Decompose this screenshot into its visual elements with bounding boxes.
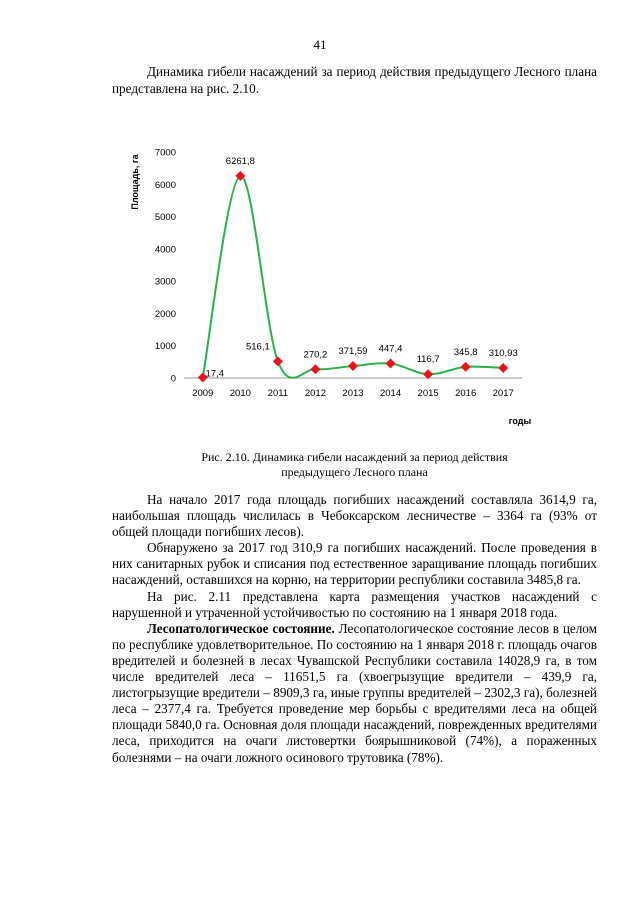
y-tick-label: 5000 <box>154 212 176 224</box>
body-text <box>112 492 597 766</box>
paragraph-4-text: Лесопатологическое состояние лесов в целом по республике удовлетворительное. По состоянию на 1 января 2018 г. площадь очагов вредителей и болезней в лесах Чувашской Республики составила 14028,9 га, в том числе вредителей леса – 11651,5 га (хвоегрызущие вредители – 439,9 га, листогрызущие вредители – 8909,3 га, иные группы вредителей – 2302,3 га), болезней леса – 2377,4 га. Требуется проведение мер борьбы с вредителями леса на общей площади 5840,0 га. Основная доля площади насаждений, поврежденных вредителями леса, приходится на очаги листовертки боярышниковой (74%), а пораженных болезнями – на очаги ложного осинового трутовика (78%). <box>112 620 597 765</box>
data-label: 345,8 <box>453 346 478 358</box>
x-tick-label: 2015 <box>417 388 439 399</box>
x-tick-label: 2012 <box>304 388 327 399</box>
y-tick-label: 0 <box>170 373 176 385</box>
y-tick-label: 1000 <box>154 341 176 353</box>
data-label: 516,1 <box>245 341 270 353</box>
x-tick-label: 2016 <box>455 388 477 399</box>
figure-caption <box>112 450 597 480</box>
y-tick-label: 2000 <box>154 308 176 320</box>
data-label: 17,4 <box>205 368 225 380</box>
paragraph-4 <box>112 621 597 766</box>
section-heading: Лесопатологическое состояние. <box>147 620 335 636</box>
x-tick-label: 2017 <box>492 388 514 399</box>
paragraph-3: На рис. 2.11 представлена карта размещения участков насаждений с нарушенной и утраченной устойчивостью по состоянию на 1 января 2018 года. <box>112 588 597 620</box>
data-point <box>386 359 396 369</box>
data-point <box>310 364 320 374</box>
x-axis-title: годы <box>508 416 532 426</box>
data-label: 6261,8 <box>225 155 255 167</box>
x-tick-label: 2013 <box>342 388 364 399</box>
data-label: 116,7 <box>416 354 440 366</box>
y-tick-label: 6000 <box>154 179 176 191</box>
data-point <box>348 361 358 371</box>
mortality-chart <box>120 140 540 440</box>
y-tick-label: 4000 <box>154 244 176 256</box>
intro-paragraph: Динамика гибели насаждений за период действия предыдущего Лесного плана представлена на рис. 2.10. <box>112 64 597 96</box>
page-number: 41 <box>313 37 327 52</box>
data-label: 270,2 <box>303 349 328 361</box>
paragraph-2: Обнаружено за 2017 год 310,9 га погибших насаждений. После проведения в них санитарных рубок и списания под естественное заращивание площадь погибших насаждений, оставшихся на корню, на территории республики составила 3485,8 га. <box>112 540 597 588</box>
data-point <box>498 363 508 373</box>
y-axis-title: Площадь, га <box>130 154 140 210</box>
data-point <box>273 356 283 366</box>
data-label: 310,93 <box>488 347 518 359</box>
x-tick-label: 2009 <box>192 388 214 399</box>
paragraph-1: На начало 2017 года площадь погибших насаждений составляла 3614,9 га, наибольшая площадь числилась в Чебоксарском лесничестве – 3364 га (93% от общей площади погибших лесов). <box>112 492 597 540</box>
data-label: 447,4 <box>378 343 403 355</box>
x-tick-label: 2014 <box>379 388 402 399</box>
caption-line-1: Рис. 2.10. Динамика гибели насаждений за период действия <box>201 450 508 464</box>
y-tick-label: 7000 <box>154 147 176 159</box>
caption-line-2: предыдущего Лесного плана <box>281 465 428 479</box>
data-label: 371,59 <box>338 346 368 358</box>
y-tick-label: 3000 <box>154 276 176 288</box>
x-tick-label: 2011 <box>267 388 289 399</box>
data-point <box>461 362 471 372</box>
x-tick-label: 2010 <box>229 388 251 399</box>
